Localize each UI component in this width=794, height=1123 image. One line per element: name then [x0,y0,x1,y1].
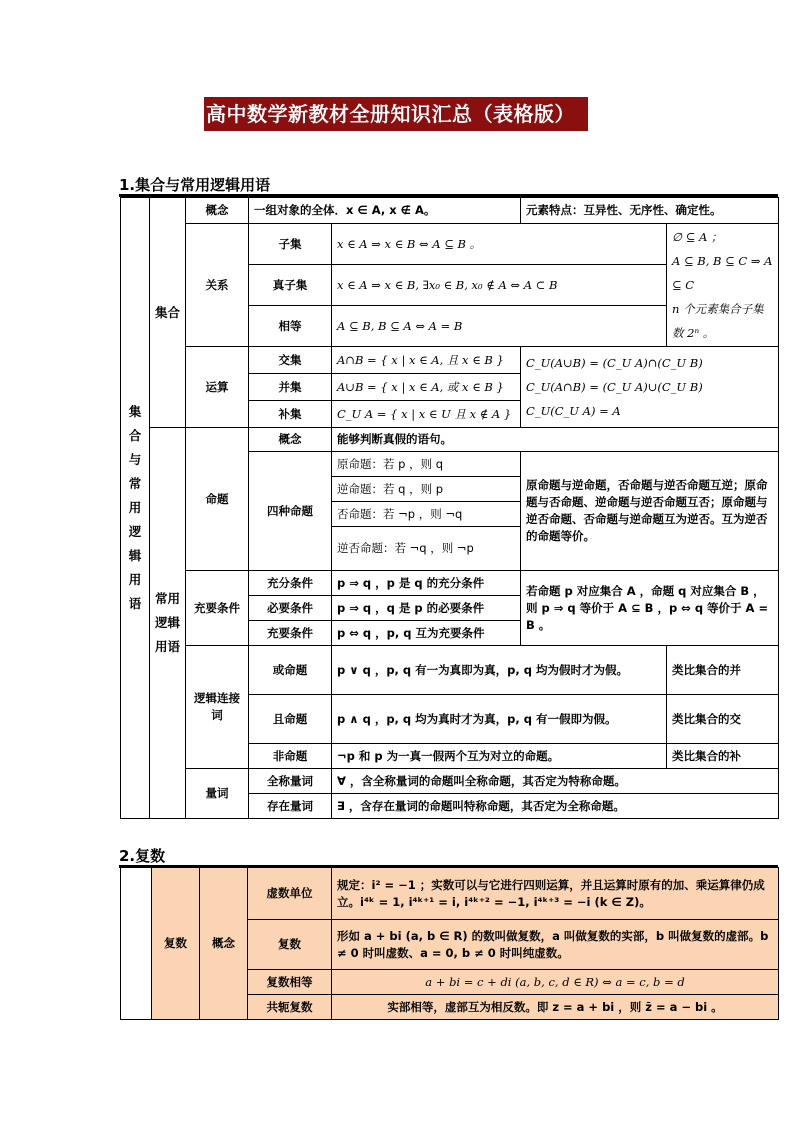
connective-text: ¬p 和 p 为一真一假两个互为对立的命题。 [332,744,667,769]
connective-note: 类比集合的补 [667,744,779,769]
condition-note: 若命题 p 对应集合 A ，命题 q 对应集合 B ，则 p ⇒ q 等价于 A ⊆ B ，p ⇔ q 等价于 A = B 。 [521,571,779,646]
quantifier-label: 量词 [186,769,249,819]
connective-name: 且命题 [249,695,332,744]
operation-note [521,347,779,428]
four-proposition-row: 原命题：若 p ，则 q [332,452,521,477]
logic-label: 常用逻辑用语 [150,428,186,819]
operation-note-line: C_U(A∪B) = (C_U A)∩(C_U B) [526,356,703,370]
quantifier-name: 全称量词 [249,769,332,794]
complex-item-name: 复数 [248,920,332,970]
relation-formula: A ⊆ B, B ⊆ A ⇔ A = B [332,306,667,347]
complex-concept-label: 概念 [200,868,248,1020]
condition-text: p ⇔ q ，p, q 互为充要条件 [332,621,521,646]
relation-label: 关系 [186,224,249,347]
four-proposition-row: 逆否命题：若 ¬q ，则 ¬p [332,527,521,571]
quantifier-text: ∀ ，含全称量词的命题叫全称命题，其否定为特称命题。 [332,769,779,794]
operation-formula: C_U A = { x | x ∈ U 且 x ∉ A } [332,401,521,428]
relation-name: 子集 [249,224,332,265]
four-propositions-note: 原命题与逆命题，否命题与逆否命题互逆；原命题与否命题、逆命题与逆否命题互否；原命题与逆否命题、否命题与逆命题互为逆否。互为逆否的命题等价。 [521,452,779,571]
complex-item-name: 复数相等 [248,970,332,995]
relation-note-line: ∅ ⊆ A ； [672,230,723,244]
section-1-heading: 1.集合与常用逻辑用语 [119,176,271,194]
connective-label: 逻辑连接词 [186,646,249,769]
operation-formula: A∪B = { x | x ∈ A, 或 x ∈ B } [332,374,521,401]
operation-note-line: C_U(C_U A) = A [526,404,621,418]
complex-item-name: 共轭复数 [248,995,332,1020]
set-concept-label: 概念 [186,198,249,224]
complex-item-text: 规定：i² = −1 ；实数可以与它进行四则运算，并且运算时原有的加、乘运算律仍成立。i⁴ᵏ = 1, i⁴ᵏ⁺¹ = i, i⁴ᵏ⁺² = −1, i⁴ᵏ⁺³ = −i (k ∈ Z)。 [332,868,779,920]
proposition-label: 命题 [186,428,249,571]
relation-name: 真子集 [249,265,332,306]
condition-text: p ⇒ q ，p 是 q 的充分条件 [332,571,521,596]
quantifier-text: ∃ ，含存在量词的命题叫特称命题，其否定为全称命题。 [332,794,779,819]
set-label: 集合 [150,198,186,428]
relation-note [667,224,779,347]
section-2-heading: 2.复数 [119,847,166,865]
relation-note-line: A ⊆ B, B ⊆ C ⇒ A ⊆ C [672,254,773,292]
operation-name: 补集 [249,401,332,428]
condition-label: 充要条件 [186,571,249,646]
operation-label: 运算 [186,347,249,428]
section-1-table [120,197,779,819]
proposition-concept-text: 能够判断真假的语句。 [332,428,779,452]
connective-text: p ∨ q ，p, q 有一为真即为真，p, q 均为假时才为假。 [332,646,667,695]
four-proposition-row: 否命题：若 ¬p ，则 ¬q [332,502,521,527]
complex-item-text: a + bi = c + di (a, b, c, d ∈ R) ⇔ a = c, b = d [332,970,779,995]
operation-note-line: C_U(A∩B) = (C_U A)∪(C_U B) [526,380,703,394]
set-element-features: 元素特点：互异性、无序性、确定性。 [521,198,779,224]
proposition-concept-label: 概念 [249,428,332,452]
complex-item-name: 虚数单位 [248,868,332,920]
connective-name: 或命题 [249,646,332,695]
operation-name: 并集 [249,374,332,401]
operation-name: 交集 [249,347,332,374]
relation-formula: x ∈ A ⇒ x ∈ B ⇔ A ⊆ B 。 [332,224,667,265]
section-2-table [120,867,779,1020]
four-proposition-row: 逆命题：若 q ，则 p [332,477,521,502]
condition-name: 充分条件 [249,571,332,596]
relation-name: 相等 [249,306,332,347]
quantifier-name: 存在量词 [249,794,332,819]
operation-formula: A∩B = { x | x ∈ A, 且 x ∈ B } [332,347,521,374]
complex-group-label: 复数 [152,868,200,1020]
complex-item-text: 形如 a + bi (a, b ∈ R) 的数叫做复数，a 叫做复数的实部，b 叫做复数的虚部。b ≠ 0 时叫虚数、a = 0, b ≠ 0 时叫纯虚数。 [332,920,779,970]
condition-name: 必要条件 [249,596,332,621]
connective-note: 类比集合的并 [667,646,779,695]
condition-text: p ⇒ q ，q 是 p 的必要条件 [332,596,521,621]
connective-note: 类比集合的交 [667,695,779,744]
complex-item-text: 实部相等，虚部互为相反数。即 z = a + bi ，则 z̄ = a − bi 。 [332,995,779,1020]
relation-formula: x ∈ A ⇒ x ∈ B, ∃x₀ ∈ B, x₀ ∉ A ⇔ A ⊂ B [332,265,667,306]
relation-note-line: n 个元素集合子集数 2ⁿ 。 [672,302,764,340]
set-concept-text: 一组对象的全体．x ∈ A, x ∉ A。 [249,198,521,224]
condition-name: 充要条件 [249,621,332,646]
connective-name: 非命题 [249,744,332,769]
four-propositions-label: 四种命题 [249,452,332,571]
section-2-blank-cell [121,868,152,1020]
connective-text: p ∧ q ，p, q 均为真时才为真，p, q 有一假即为假。 [332,695,667,744]
outer-label: 集合与常用逻辑用语 [121,198,150,819]
document-title: 高中数学新教材全册知识汇总（表格版） [204,97,588,131]
